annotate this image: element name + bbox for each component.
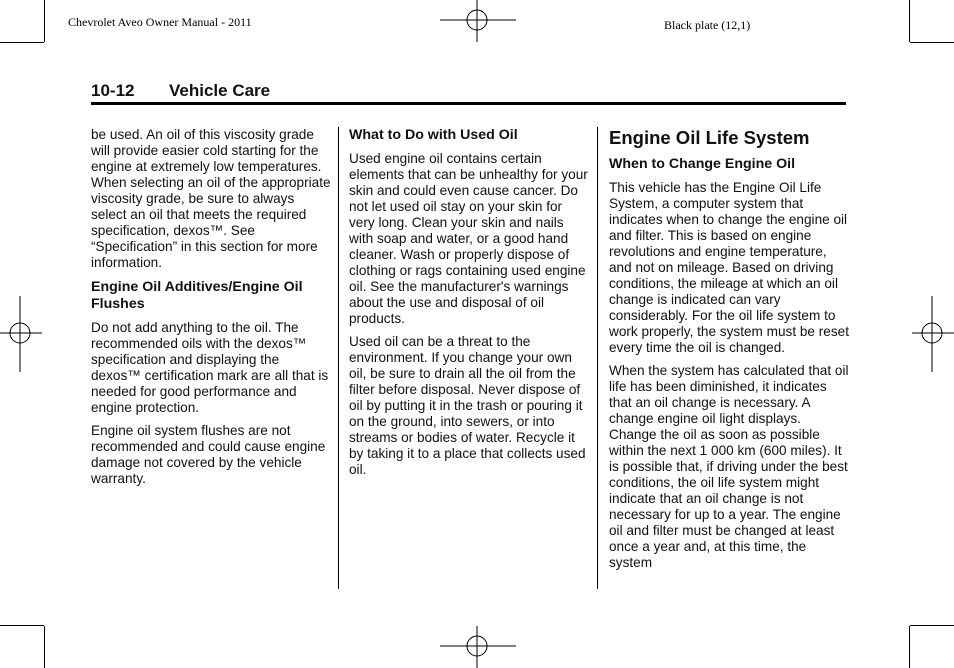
crop-mark — [0, 42, 44, 43]
subheading-additives: Engine Oil Additives/Engine Oil Flushes — [91, 279, 303, 312]
paragraph: This vehicle has the Engine Oil Life System, a computer system that indicates when to change the engine oil and filter. This is based on engine revolutions and engine temperature, and not on mileage. Based on driving conditions, the mileage at which an oil change is indicated can vary considerably. For the oil life system to work properly, the system must be reset every time the oil is changed. — [609, 180, 849, 355]
plate-label: Black plate (12,1) — [664, 18, 751, 32]
paragraph: Used engine oil contains certain elements that can be unhealthy for your skin and could even cause cancer. Do not let used oil stay on your skin for very long. Clean your skin and nails with soap and water, or a good hand cleaner. Wash or properly dispose of clothing or rags containing used engine oil. See the manufacturer's warnings about the use and disposal of oil products. — [349, 151, 588, 326]
column-divider — [597, 127, 598, 589]
crop-mark — [910, 625, 954, 626]
crop-mark — [0, 625, 44, 626]
heading-rule — [91, 102, 846, 105]
crop-mark — [44, 0, 45, 42]
registration-mark-bottom — [440, 624, 516, 668]
paragraph: be used. An oil of this viscosity grade will provide easier cold starting for the engine at extremely low temperatures. When selecting an oil of the appropriate viscosity grade, be sure to always select an oil that meets the required specification, dexos™. See “Specification” in this section for more information. — [91, 127, 331, 270]
paragraph: Do not add anything to the oil. The recommended oils with the dexos™ specification and displaying the dexos™ certification mark are all that is needed for good performance and engine protection. — [91, 320, 329, 415]
heading-oil-life-system: Engine Oil Life System — [609, 127, 810, 148]
column-1 — [91, 127, 331, 494]
registration-mark-left — [0, 296, 44, 372]
paragraph: Used oil can be a threat to the environment. If you change your own oil, be sure to drain all the oil from the filter before disposal. Never dispose of oil by putting it in the trash or pouring it on the ground, into sewers, or into streams or bodies of water. Recycle it by taking it to a place that collects used oil. — [349, 334, 586, 477]
column-divider — [338, 127, 339, 589]
registration-mark-top — [440, 0, 516, 44]
paragraph: Engine oil system flushes are not recommended and could cause engine damage not covered by the vehicle warranty. — [91, 423, 326, 486]
crop-mark — [44, 626, 45, 668]
subheading-used-oil: What to Do with Used Oil — [349, 127, 518, 143]
crop-mark — [909, 0, 910, 42]
column-3 — [609, 127, 849, 578]
manual-title: Chevrolet Aveo Owner Manual - 2011 — [68, 15, 252, 29]
registration-mark-right — [910, 296, 954, 372]
crop-mark — [910, 42, 954, 43]
column-2 — [349, 127, 589, 485]
subheading-when-to-change: When to Change Engine Oil — [609, 156, 796, 172]
paragraph: When the system has calculated that oil life has been diminished, it indicates that an oil change is necessary. A change engine oil light displays. Change the oil as soon as possible within the next 1 000 km (600 miles). It is possible that, if driving under the best conditions, the oil life system might indicate that an oil change is not necessary for up to a year. The engine oil and filter must be changed at least once a year and, at this time, the system — [609, 363, 849, 570]
page-number: 10-12 — [91, 81, 135, 100]
crop-mark — [909, 626, 910, 668]
section-title: Vehicle Care — [169, 81, 271, 100]
section-heading — [91, 81, 270, 101]
